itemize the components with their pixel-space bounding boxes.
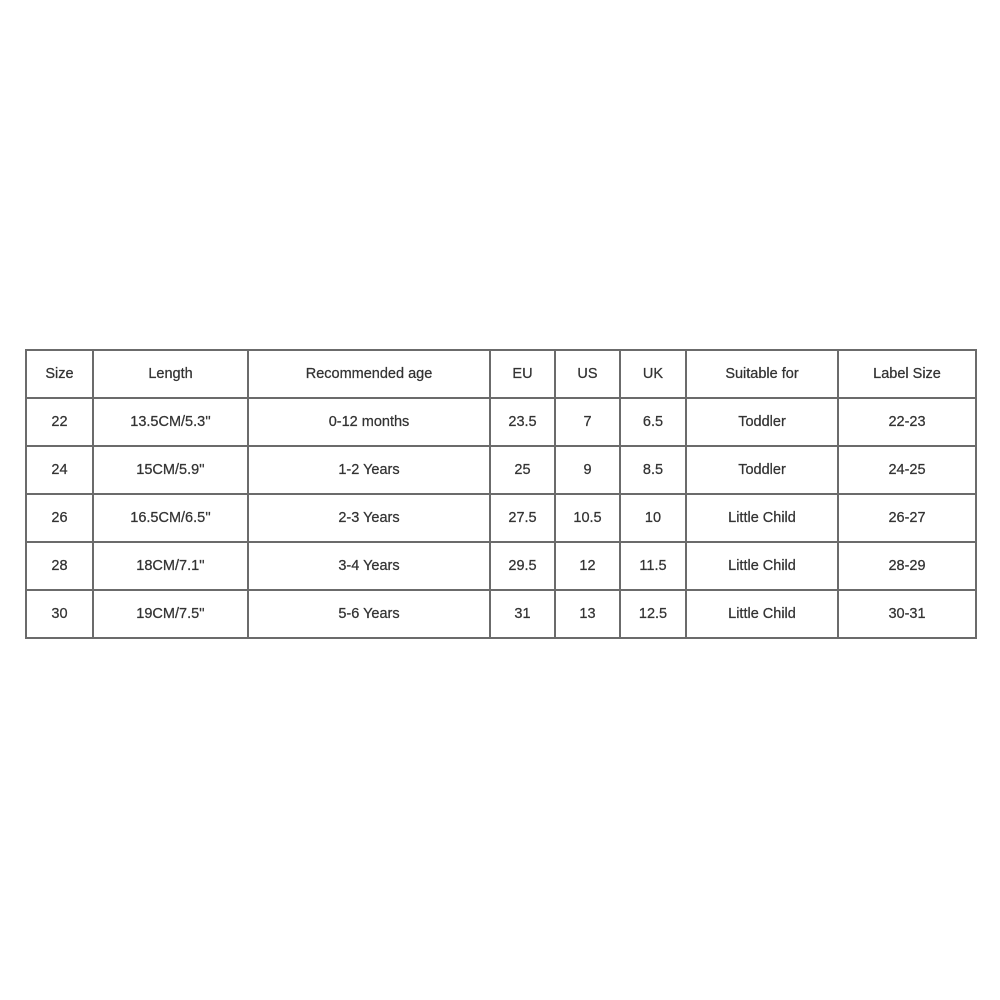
- cell-length: 19CM/7.5'': [93, 590, 248, 638]
- size-chart: [25, 349, 975, 639]
- cell-size: 30: [26, 590, 93, 638]
- cell-uk: 8.5: [620, 446, 686, 494]
- cell-suitable-for: Little Child: [686, 542, 838, 590]
- cell-uk: 6.5: [620, 398, 686, 446]
- cell-size: 28: [26, 542, 93, 590]
- cell-eu: 27.5: [490, 494, 555, 542]
- cell-length: 16.5CM/6.5'': [93, 494, 248, 542]
- cell-label-size: 24-25: [838, 446, 976, 494]
- cell-us: 7: [555, 398, 620, 446]
- table-row: [26, 446, 976, 494]
- cell-recommended-age: 3-4 Years: [248, 542, 490, 590]
- cell-label-size: 22-23: [838, 398, 976, 446]
- cell-uk: 10: [620, 494, 686, 542]
- cell-length: 18CM/7.1'': [93, 542, 248, 590]
- header-suitable-for: Suitable for: [686, 350, 838, 398]
- header-us: US: [555, 350, 620, 398]
- cell-us: 9: [555, 446, 620, 494]
- cell-uk: 11.5: [620, 542, 686, 590]
- header-row: [26, 350, 976, 398]
- cell-us: 12: [555, 542, 620, 590]
- cell-suitable-for: Little Child: [686, 590, 838, 638]
- cell-label-size: 26-27: [838, 494, 976, 542]
- cell-us: 13: [555, 590, 620, 638]
- cell-label-size: 30-31: [838, 590, 976, 638]
- cell-label-size: 28-29: [838, 542, 976, 590]
- table-row: [26, 542, 976, 590]
- cell-eu: 23.5: [490, 398, 555, 446]
- header-eu: EU: [490, 350, 555, 398]
- header-size: Size: [26, 350, 93, 398]
- table-row: [26, 398, 976, 446]
- cell-suitable-for: Little Child: [686, 494, 838, 542]
- header-recommended-age: Recommended age: [248, 350, 490, 398]
- cell-suitable-for: Toddler: [686, 446, 838, 494]
- table-row: [26, 590, 976, 638]
- size-table: [25, 349, 977, 639]
- cell-size: 26: [26, 494, 93, 542]
- cell-size: 22: [26, 398, 93, 446]
- cell-recommended-age: 5-6 Years: [248, 590, 490, 638]
- table-row: [26, 494, 976, 542]
- cell-eu: 31: [490, 590, 555, 638]
- cell-size: 24: [26, 446, 93, 494]
- header-uk: UK: [620, 350, 686, 398]
- cell-eu: 29.5: [490, 542, 555, 590]
- cell-recommended-age: 0-12 months: [248, 398, 490, 446]
- header-label-size: Label Size: [838, 350, 976, 398]
- header-length: Length: [93, 350, 248, 398]
- cell-eu: 25: [490, 446, 555, 494]
- cell-suitable-for: Toddler: [686, 398, 838, 446]
- cell-uk: 12.5: [620, 590, 686, 638]
- cell-length: 15CM/5.9'': [93, 446, 248, 494]
- cell-length: 13.5CM/5.3'': [93, 398, 248, 446]
- cell-recommended-age: 2-3 Years: [248, 494, 490, 542]
- cell-recommended-age: 1-2 Years: [248, 446, 490, 494]
- cell-us: 10.5: [555, 494, 620, 542]
